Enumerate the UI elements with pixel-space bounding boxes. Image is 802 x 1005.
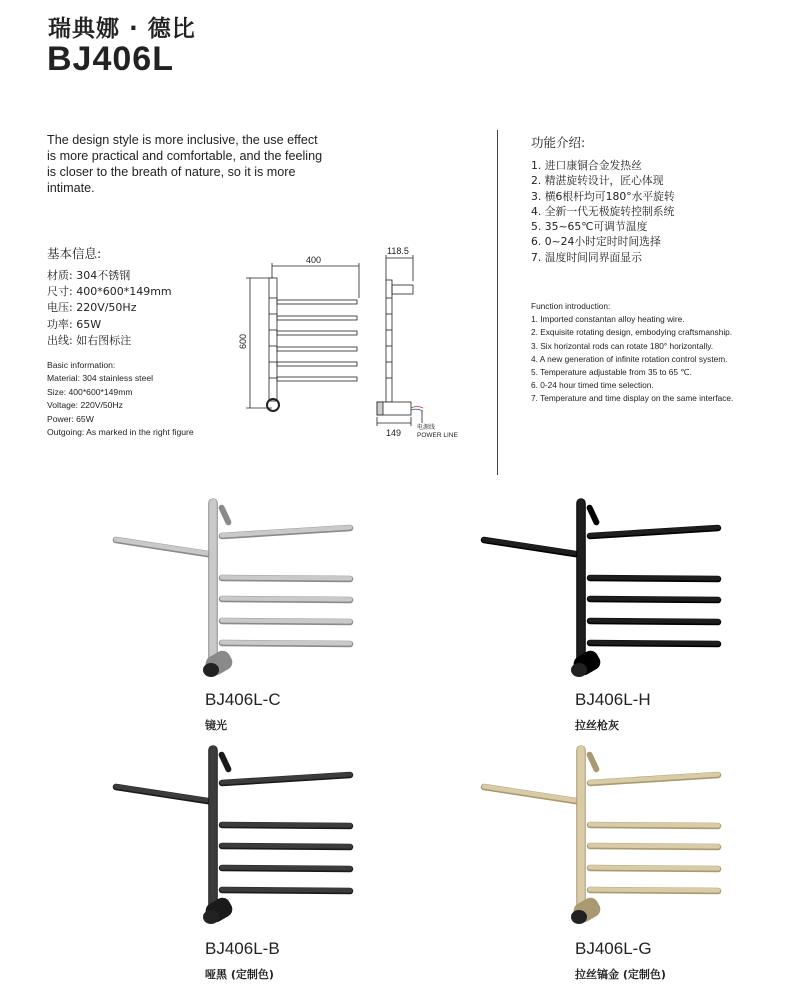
width-label: 400	[306, 255, 322, 265]
pole-cap	[586, 504, 601, 526]
function-cn-heading: 功能介绍:	[531, 135, 586, 150]
function-item: 6. 0-24 hour timed time selection.	[531, 380, 654, 391]
product-card	[478, 745, 728, 1005]
function-item: 7. 温度时间同界面显示	[531, 250, 642, 264]
power-line-cn: 电源线	[417, 425, 436, 431]
front-view	[238, 255, 359, 411]
function-item: 2. 精湛旋转设计，匠心体现	[531, 174, 664, 188]
spec-item: 电压: 220V/50Hz	[47, 301, 137, 315]
spec-item: 功率: 65W	[47, 317, 102, 331]
spec-item: 尺寸: 400*600*149mm	[47, 285, 172, 299]
product-image	[478, 498, 723, 688]
swing-arm-highlight	[116, 786, 214, 801]
product-finish: 拉丝镐金 (定制色)	[575, 968, 666, 981]
towel-rod-highlight	[590, 845, 718, 846]
function-item: 5. Temperature adjustable from 35 to 65 ℃.	[531, 367, 692, 378]
towel-rod-highlight	[590, 889, 718, 890]
basic-info-en-heading: Basic information:	[47, 360, 116, 370]
basic-info-cn-list	[47, 268, 172, 349]
product-finish: 拉丝枪灰	[575, 719, 619, 732]
product-code: BJ406L-H	[575, 690, 651, 709]
basic-info-cn-heading: 基本信息:	[47, 246, 102, 261]
product-card	[110, 498, 360, 758]
function-item: 3. Six horizontal rods can rotate 180° horizontally.	[531, 340, 714, 351]
function-item: 4. A new generation of infinite rotation control system.	[531, 353, 728, 364]
product-image	[110, 745, 355, 935]
product-finish: 哑黑 (定制色)	[205, 968, 274, 981]
function-en-heading: Function introduction:	[531, 301, 611, 311]
product-finish: 镜光	[205, 719, 227, 732]
side-view	[377, 246, 458, 439]
description: The design style is more inclusive, the use effect is more practical and comfortable, and the feeling is closer to the breath of nature, so it is more intimate.	[47, 133, 323, 195]
towel-rod-highlight	[590, 867, 718, 868]
function-item: 2. Exquisite rotating design, embodying craftsmanship.	[531, 327, 733, 338]
control-display	[203, 663, 219, 677]
power-line-en: POWER LINE	[417, 432, 458, 439]
column-divider	[497, 130, 498, 475]
towel-rod-highlight	[590, 577, 718, 578]
pole-cap	[586, 751, 601, 773]
product-image	[110, 498, 355, 688]
towel-rod-highlight	[590, 824, 718, 825]
product-card	[478, 498, 728, 758]
towel-rod-highlight	[222, 577, 350, 578]
function-item: 4. 全新一代无极旋转控制系统	[531, 204, 675, 218]
control-display	[571, 910, 587, 924]
product-image	[478, 745, 723, 935]
towel-rod-highlight	[590, 642, 718, 643]
swing-arm-highlight	[484, 786, 582, 801]
towel-rod-highlight	[222, 824, 350, 825]
towel-rod-highlight	[222, 889, 350, 890]
function-item: 7. Temperature and time display on the same interface.	[531, 393, 734, 404]
function-cn-list	[531, 158, 675, 265]
towel-rod-highlight	[590, 620, 718, 621]
towel-rod-highlight	[222, 620, 350, 621]
height-label: 600	[238, 333, 248, 349]
basic-info-en-list	[47, 359, 194, 439]
spec-item: 出线: 如右图标注	[47, 333, 132, 347]
towel-rod-highlight	[222, 867, 350, 868]
brand-title: 瑞典娜 · 德比	[48, 16, 196, 42]
product-code: BJ406L-B	[205, 939, 280, 958]
towel-rod-highlight	[222, 845, 350, 846]
function-item: 3. 横6根杆均可180°水平旋转	[531, 189, 675, 203]
function-en-list	[531, 300, 733, 406]
dimension-diagram	[236, 243, 476, 443]
spec-item: 材质: 304不锈钢	[47, 269, 131, 282]
product-card	[110, 745, 360, 1005]
control-display	[571, 663, 587, 677]
spec-item: Material: 304 stainless steel	[47, 373, 154, 384]
product-code: BJ406L-G	[575, 939, 652, 958]
pole-cap	[218, 751, 233, 773]
function-item: 5. 35~65℃可调节温度	[531, 220, 648, 234]
towel-rod-highlight	[222, 642, 350, 643]
swing-arm-highlight	[484, 539, 582, 554]
spec-item: Size: 400*600*149mm	[47, 386, 133, 397]
towel-rod-highlight	[222, 598, 350, 599]
function-item: 6. 0~24小时定时时间选择	[531, 235, 661, 249]
model-title: BJ406L	[47, 40, 174, 78]
spec-item: Power: 65W	[47, 413, 94, 424]
depth-top-label: 118.5	[387, 246, 409, 256]
towel-rod-highlight	[590, 598, 718, 599]
product-code: BJ406L-C	[205, 690, 281, 709]
swing-arm-highlight	[116, 539, 214, 554]
depth-bottom-label: 149	[386, 428, 402, 438]
spec-item: Voltage: 220V/50Hz	[47, 400, 123, 411]
function-item: 1. Imported constantan alloy heating wire.	[531, 314, 685, 325]
function-item: 1. 进口康铜合金发热丝	[531, 159, 642, 172]
pole-cap	[218, 504, 233, 526]
control-display	[203, 910, 219, 924]
spec-item: Outgoing: As marked in the right figure	[47, 427, 194, 438]
